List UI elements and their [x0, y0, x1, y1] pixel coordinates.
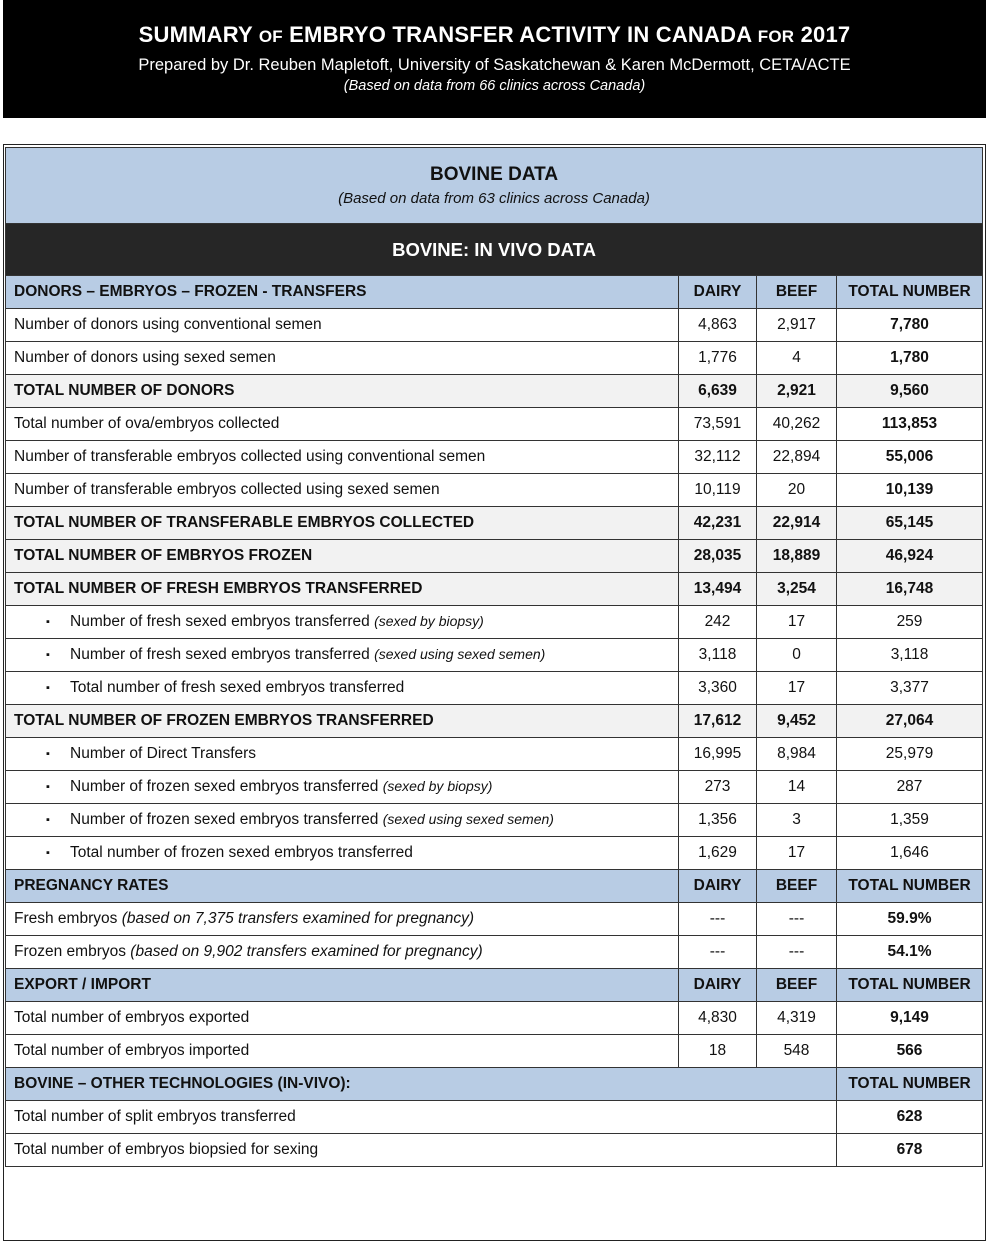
- bovine-title: BOVINE DATA: [429, 164, 559, 185]
- total-row: TOTAL NUMBER OF FRESH EMBRYOS TRANSFERRED 13,494 3,254 16,748: [6, 573, 983, 606]
- section-header-export: EXPORT / IMPORT DAIRY BEEF TOTAL NUMBER: [6, 969, 983, 1002]
- section-header-pregnancy: PREGNANCY RATES DAIRY BEEF TOTAL NUMBER: [6, 870, 983, 903]
- table-row: Total number of embryos biopsied for sexing 678: [6, 1134, 983, 1167]
- table-row: Total number of ova/embryos collected 73,591 40,262 113,853: [6, 408, 983, 441]
- bullet-icon: ▪: [46, 648, 50, 661]
- table-row: Number of donors using conventional semen 4,863 2,917 7,780: [6, 309, 983, 342]
- table-row: ▪ Number of frozen sexed embryos transferred (sexed by biopsy) 273 14 287: [6, 771, 983, 804]
- clinic-count-note: (Based on data from 66 clinics across Canada): [343, 78, 646, 94]
- table-row: ▪ Total number of fresh sexed embryos transferred 3,360 17 3,377: [6, 672, 983, 705]
- table-row: Fresh embryos (based on 7,375 transfers examined for pregnancy) --- --- 59.9%: [6, 903, 983, 936]
- total-row: TOTAL NUMBER OF EMBRYOS FROZEN 28,035 18,889 46,924: [6, 540, 983, 573]
- invivo-title-row: [6, 224, 983, 276]
- bullet-icon: ▪: [46, 813, 50, 826]
- section-header-other: BOVINE – OTHER TECHNOLOGIES (IN-VIVO): TOTAL NUMBER: [6, 1068, 983, 1101]
- table-row: Number of transferable embryos collected using conventional semen 32,112 22,894 55,006: [6, 441, 983, 474]
- bovine-title-row: [6, 148, 983, 224]
- table-row: ▪ Number of fresh sexed embryos transferred (sexed using sexed semen) 3,118 0 3,118: [6, 639, 983, 672]
- table-row: Number of transferable embryos collected using sexed semen 10,119 20 10,139: [6, 474, 983, 507]
- total-row: TOTAL NUMBER OF TRANSFERABLE EMBRYOS COLLECTED 42,231 22,914 65,145: [6, 507, 983, 540]
- table-row: ▪ Number of frozen sexed embryos transferred (sexed using sexed semen) 1,356 3 1,359: [6, 804, 983, 837]
- table-row: Total number of embryos imported 18 548 566: [6, 1035, 983, 1068]
- table-row: Total number of split embryos transferred 628: [6, 1101, 983, 1134]
- prepared-by: Prepared by Dr. Reuben Mapletoft, University of Saskatchewan & Karen McDermott, CETA/ACTE: [138, 56, 851, 74]
- bullet-icon: ▪: [46, 747, 50, 760]
- table-row: ▪ Total number of frozen sexed embryos transferred 1,629 17 1,646: [6, 837, 983, 870]
- bovine-data-table: [5, 147, 983, 1167]
- table-row: Frozen embryos (based on 9,902 transfers examined for pregnancy) --- --- 54.1%: [6, 936, 983, 969]
- bullet-icon: ▪: [46, 681, 50, 694]
- table-row: Total number of embryos exported 4,830 4,319 9,149: [6, 1002, 983, 1035]
- total-row: TOTAL NUMBER OF FROZEN EMBRYOS TRANSFERRED 17,612 9,452 27,064: [6, 705, 983, 738]
- page-title: SUMMARY OF EMBRYO TRANSFER ACTIVITY IN CANADA FOR 2017: [138, 22, 851, 47]
- bullet-icon: ▪: [46, 846, 50, 859]
- header-banner: [3, 0, 986, 118]
- table-row: ▪ Number of fresh sexed embryos transferred (sexed by biopsy) 242 17 259: [6, 606, 983, 639]
- bovine-subtitle: (Based on data from 63 clinics across Canada): [338, 190, 650, 207]
- bullet-icon: ▪: [46, 615, 50, 628]
- bullet-icon: ▪: [46, 780, 50, 793]
- section-header-donors: DONORS – EMBRYOS – FROZEN - TRANSFERS DAIRY BEEF TOTAL NUMBER: [6, 276, 983, 309]
- table-row: ▪ Number of Direct Transfers 16,995 8,984 25,979: [6, 738, 983, 771]
- total-row: TOTAL NUMBER OF DONORS 6,639 2,921 9,560: [6, 375, 983, 408]
- invivo-title: BOVINE: IN VIVO DATA: [6, 224, 983, 276]
- table-row: Number of donors using sexed semen 1,776 4 1,780: [6, 342, 983, 375]
